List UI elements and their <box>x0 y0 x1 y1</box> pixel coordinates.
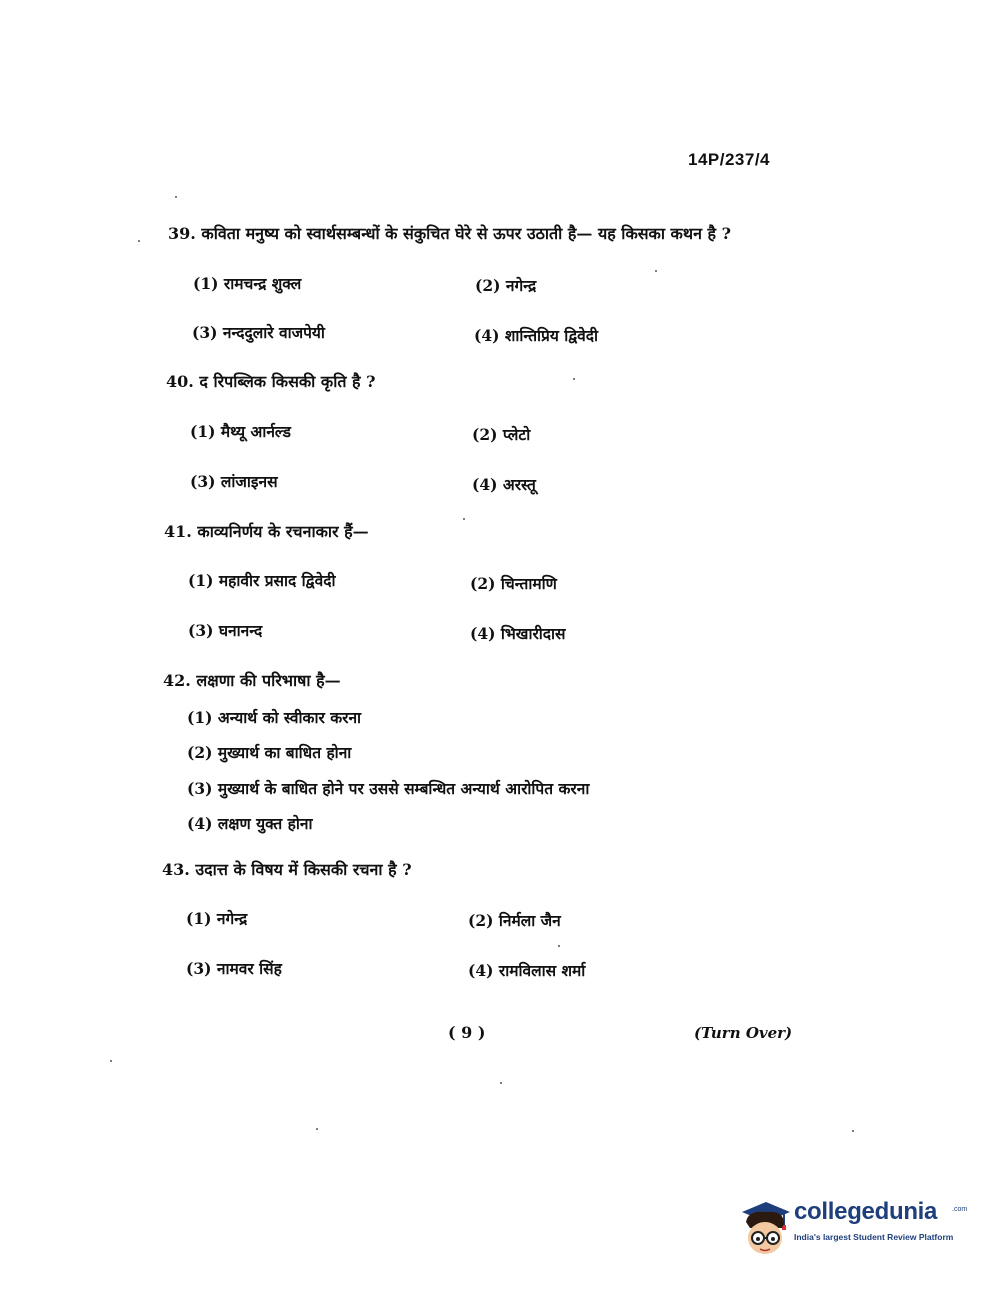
q39-option-3: (3) नन्ददुलारे वाजपेयी <box>192 323 325 342</box>
question-42: 42. लक्षणा की परिभाषा है— <box>163 671 341 690</box>
collegedunia-logo <box>736 1196 966 1260</box>
logo-wordmark: collegedunia <box>794 1198 938 1225</box>
q40-option-3: (3) लांजाइनस <box>190 472 278 491</box>
question-43: 43. उदात्त के विषय में किसकी रचना है ? <box>162 860 412 879</box>
scan-speck <box>110 1060 112 1062</box>
q43-option-2: (2) निर्मला जैन <box>468 911 561 930</box>
scan-speck <box>316 1128 318 1130</box>
q43-option-3: (3) नामवर सिंह <box>186 959 282 978</box>
scan-speck <box>558 945 560 947</box>
question-41: 41. काव्यनिर्णय के रचनाकार हैं— <box>164 522 369 541</box>
q39-option-1: (1) रामचन्द्र शुक्ल <box>193 274 302 293</box>
q43-option-4: (4) रामविलास शर्मा <box>468 961 586 980</box>
mascot-icon <box>736 1196 794 1258</box>
scan-speck <box>463 518 465 520</box>
q41-option-4: (4) भिखारीदास <box>470 624 566 643</box>
question-40: 40. द रिपब्लिक किसकी कृति है ? <box>166 372 376 391</box>
scan-speck <box>573 378 575 380</box>
scan-speck <box>138 240 140 242</box>
question-39: 39. कविता मनुष्य को स्वार्थसम्बन्धों के संकुचित घेरे से ऊपर उठाती है— यह किसका कथन है ? <box>168 224 731 243</box>
logo-suffix: .com <box>952 1206 968 1213</box>
q39-option-4: (4) शान्तिप्रिय द्विवेदी <box>474 326 599 345</box>
q40-option-2: (2) प्लेटो <box>472 425 531 444</box>
q43-option-1: (1) नगेन्द्र <box>186 909 248 928</box>
scan-speck <box>655 270 657 272</box>
q40-option-4: (4) अरस्तू <box>472 475 536 494</box>
q41-option-3: (3) घनानन्द <box>188 621 263 640</box>
q42-option-2: (2) मुख्यार्थ का बाधित होना <box>187 743 352 762</box>
q41-option-2: (2) चिन्तामणि <box>470 574 557 593</box>
q42-option-1: (1) अन्यार्थ को स्वीकार करना <box>187 708 362 727</box>
q41-option-1: (1) महावीर प्रसाद द्विवेदी <box>188 571 336 590</box>
q39-option-2: (2) नगेन्द्र <box>475 276 537 295</box>
scan-speck <box>500 1082 502 1084</box>
scan-speck <box>175 196 177 198</box>
page-code: 14P/237/4 <box>688 150 771 169</box>
q42-option-4: (4) लक्षण युक्त होना <box>187 814 313 833</box>
turn-over-note: (Turn Over) <box>694 1024 793 1042</box>
q40-option-1: (1) मैथ्यू आर्नल्ड <box>190 422 291 441</box>
q42-option-3: (3) मुख्यार्थ के बाधित होने पर उससे सम्बन्धित अन्यार्थ आरोपित करना <box>187 779 590 798</box>
logo-tagline: India's largest Student Review Platform <box>794 1232 954 1242</box>
page-number: ( 9 ) <box>448 1023 486 1042</box>
scan-speck <box>852 1130 854 1132</box>
